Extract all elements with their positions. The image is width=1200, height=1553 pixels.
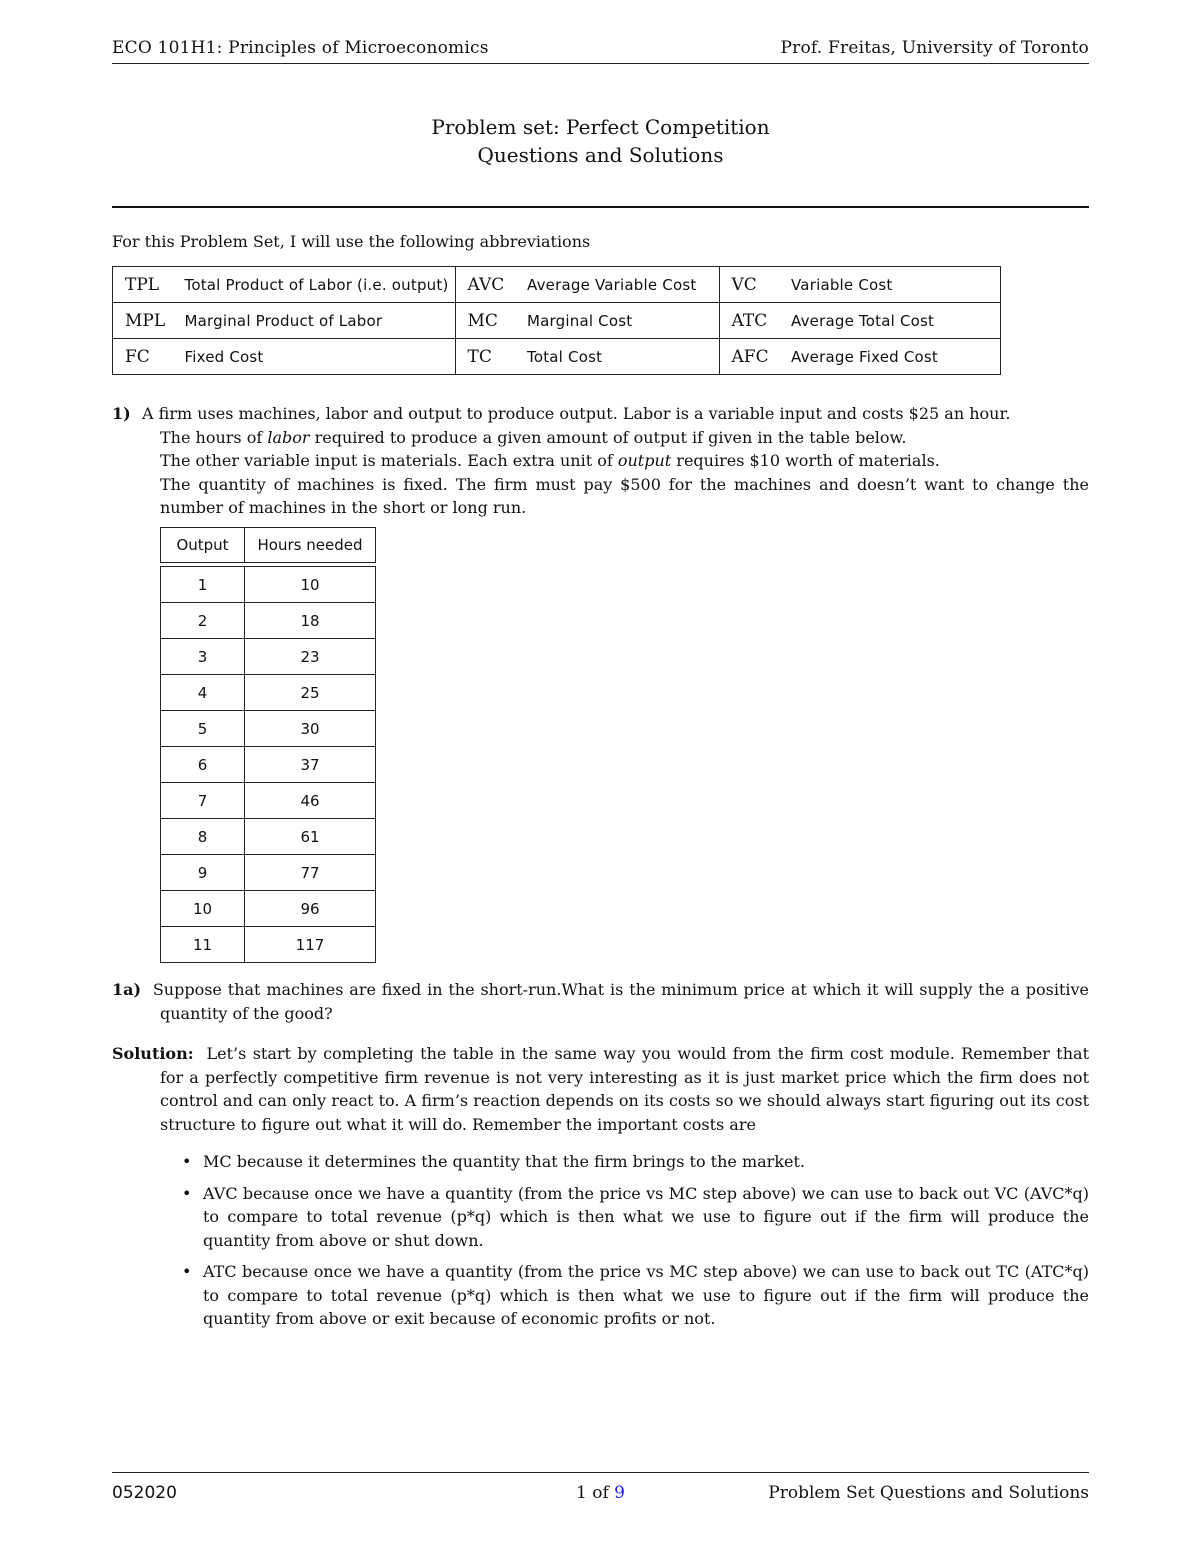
- abbr-definition: Variable Cost: [785, 267, 1000, 303]
- column-header-hours: Hours needed: [245, 528, 376, 563]
- question-text: Suppose that machines are fixed in the short-run.What is the minimum price at which it will supply the a positive quantity of the good?: [152, 980, 1090, 1023]
- question-1: [112, 402, 1089, 520]
- title-line-1: Problem set: Perfect Competition: [431, 115, 770, 139]
- output-cell: 9: [161, 855, 245, 891]
- table-row: [161, 711, 376, 747]
- output-cell: 11: [161, 927, 245, 963]
- output-cell: 1: [161, 567, 245, 603]
- abbr-code: MC: [455, 303, 521, 339]
- question-line: The quantity of machines is fixed. The firm must pay $500 for the machines and doesn’t want to change the number of machines in the short or long run.: [160, 474, 1089, 517]
- table-row: [161, 891, 376, 927]
- output-cell: 2: [161, 603, 245, 639]
- bullet-icon: •: [182, 1262, 192, 1281]
- table-row: [161, 567, 376, 603]
- table-row: [161, 855, 376, 891]
- table-row: [113, 267, 1001, 303]
- abbr-code: TC: [455, 339, 521, 375]
- list-item: • MC because it determines the quantity that the firm brings to the market.: [182, 1150, 1089, 1174]
- abbr-definition: Marginal Cost: [521, 303, 719, 339]
- abbr-code: AFC: [719, 339, 785, 375]
- question-label: 1a): [112, 980, 142, 999]
- output-cell: 10: [161, 891, 245, 927]
- abbr-definition: Average Variable Cost: [521, 267, 719, 303]
- hours-cell: 117: [245, 927, 376, 963]
- table-row: [161, 675, 376, 711]
- abbr-code: AVC: [455, 267, 521, 303]
- table-row: [113, 339, 1001, 375]
- hours-cell: 61: [245, 819, 376, 855]
- footer-title: Problem Set Questions and Solutions: [768, 1483, 1089, 1503]
- output-cell: 8: [161, 819, 245, 855]
- table-row: [161, 603, 376, 639]
- hours-needed-table: [160, 527, 376, 963]
- table-row: [161, 927, 376, 963]
- abbr-code: VC: [719, 267, 785, 303]
- hours-cell: 37: [245, 747, 376, 783]
- output-cell: 7: [161, 783, 245, 819]
- abbr-definition: Total Product of Labor (i.e. output): [179, 267, 456, 303]
- solution-paragraph: [112, 1042, 1089, 1136]
- abbr-code: FC: [113, 339, 179, 375]
- solution-label: Solution:: [112, 1044, 194, 1063]
- page-of: of: [592, 1483, 609, 1503]
- hours-cell: 30: [245, 711, 376, 747]
- question-1a: [112, 978, 1089, 1025]
- question-line: The hours of labor required to produce a given amount of output if given in the table below.: [160, 427, 907, 447]
- bullet-icon: •: [182, 1183, 192, 1203]
- list-item: • ATC because once we have a quantity (from the price vs MC step above) we can use to back out TC (ATC*q) to compare to total revenue (p*q) which is then what we use to figure out if the firm will produce the quantity from above or exit because of economic profits or not.: [182, 1262, 1089, 1328]
- page-indicator: [112, 1483, 1089, 1503]
- output-cell: 3: [161, 639, 245, 675]
- output-cell: 5: [161, 711, 245, 747]
- hours-cell: 96: [245, 891, 376, 927]
- solution-text: Let’s start by completing the table in the same way you would from the firm cost module. Remember that for a perfectly competitive firm revenue is not very interesting as it is just market price which the firm does not control and can only react to. A firm’s reaction depends on its costs so we should always start figuring out its cost structure to figure out what it will do. Remember the important costs are: [160, 1044, 1090, 1134]
- hours-cell: 77: [245, 855, 376, 891]
- intro-text: For this Problem Set, I will use the following abbreviations: [112, 232, 591, 251]
- hours-cell: 23: [245, 639, 376, 675]
- bullet-icon: •: [182, 1152, 192, 1171]
- table-row: [161, 639, 376, 675]
- running-header: [112, 38, 1089, 64]
- footer-date-code: 052020: [112, 1483, 177, 1503]
- question-number: 1): [112, 404, 131, 423]
- page-total-link[interactable]: 9: [614, 1483, 625, 1503]
- abbr-definition: Fixed Cost: [179, 339, 456, 375]
- table-row: [161, 747, 376, 783]
- table-row: [161, 819, 376, 855]
- abbr-definition: Total Cost: [521, 339, 719, 375]
- abbr-definition: Average Total Cost: [785, 303, 1000, 339]
- table-header-row: [161, 528, 376, 563]
- title-line-2: Questions and Solutions: [477, 143, 724, 167]
- document-title: [112, 113, 1089, 169]
- abbr-code: TPL: [113, 267, 179, 303]
- abbr-definition: Marginal Product of Labor: [179, 303, 456, 339]
- header-author: Prof. Freitas, University of Toronto: [780, 38, 1089, 58]
- output-cell: 4: [161, 675, 245, 711]
- header-course: ECO 101H1: Principles of Microeconomics: [112, 38, 489, 58]
- emphasis-labor: labor: [267, 427, 310, 447]
- hours-cell: 10: [245, 567, 376, 603]
- title-divider: [112, 206, 1089, 208]
- page-current: 1: [576, 1483, 587, 1503]
- abbr-definition: Average Fixed Cost: [785, 339, 1000, 375]
- abbreviations-table: [112, 266, 1001, 375]
- emphasis-output: output: [617, 451, 672, 470]
- important-costs-list: [182, 1150, 1089, 1339]
- hours-cell: 25: [245, 675, 376, 711]
- output-cell: 6: [161, 747, 245, 783]
- column-header-output: Output: [161, 528, 245, 563]
- table-row: [161, 783, 376, 819]
- question-line: A firm uses machines, labor and output to produce output. Labor is a variable input and costs $25 an hour.: [142, 404, 1011, 423]
- abbr-code: ATC: [719, 303, 785, 339]
- table-row: [113, 303, 1001, 339]
- document-page: [112, 0, 1089, 1553]
- running-footer: [112, 1472, 1089, 1503]
- hours-cell: 18: [245, 603, 376, 639]
- question-line: The other variable input is materials. Each extra unit of output requires $10 worth of materials.: [160, 451, 940, 470]
- list-item: • AVC because once we have a quantity (from the price vs MC step above) we can use to back out VC (AVC*q) to compare to total revenue (p*q) which is then what we use to figure out if the firm will produce the quantity from above or shut down.: [182, 1183, 1089, 1250]
- hours-cell: 46: [245, 783, 376, 819]
- abbr-code: MPL: [113, 303, 179, 339]
